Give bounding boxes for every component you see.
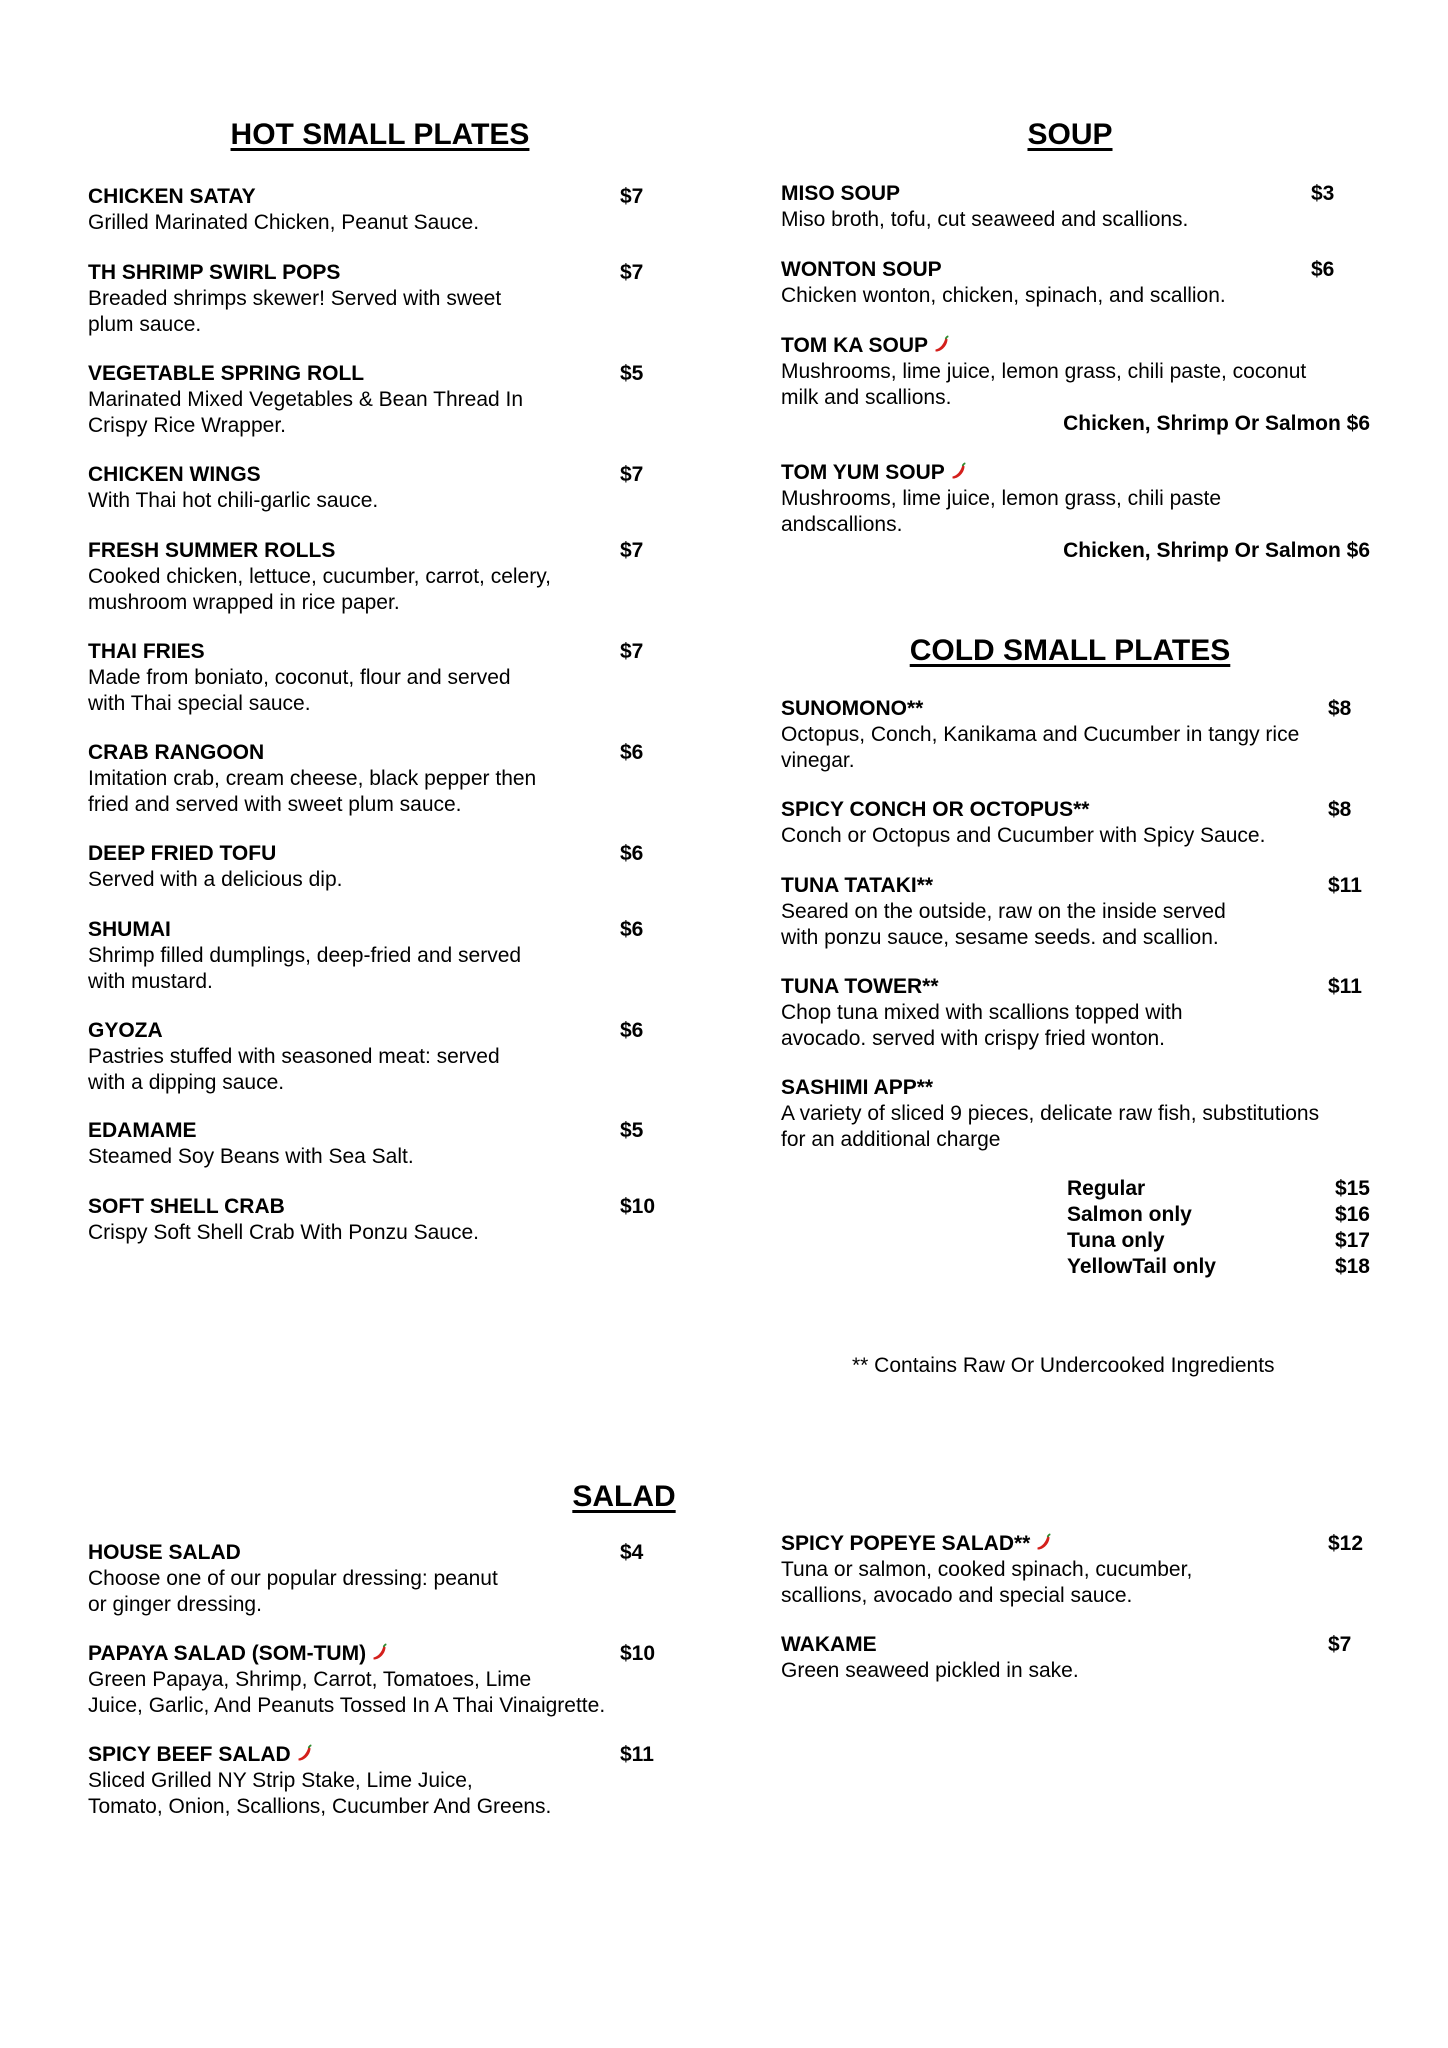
item-price: $5 xyxy=(620,362,644,385)
item-description: Conch or Octopus and Cucumber with Spicy Sauce. xyxy=(781,824,1266,847)
item-description: Green seaweed pickled in sake. xyxy=(781,1659,1079,1682)
menu-item xyxy=(781,696,1381,774)
item-name: TH SHRIMP SWIRL POPS xyxy=(88,261,341,284)
item-price: $11 xyxy=(1328,975,1362,998)
tier-price: $18 xyxy=(1334,1255,1370,1278)
item-name: GYOZA xyxy=(88,1019,163,1042)
item-description: Pastries stuffed with seasoned meat: served xyxy=(88,1045,500,1068)
item-description: andscallions. xyxy=(781,513,903,536)
item-description: vinegar. xyxy=(781,749,855,772)
item-name: SOFT SHELL CRAB xyxy=(88,1195,285,1218)
item-name: CRAB RANGOON xyxy=(88,741,265,764)
item-description: Steamed Soy Beans with Sea Salt. xyxy=(88,1145,414,1168)
item-price: $6 xyxy=(620,1019,644,1042)
item-name: EDAMAME xyxy=(88,1119,197,1142)
item-description: Juice, Garlic, And Peanuts Tossed In A Thai Vinaigrette. xyxy=(88,1694,606,1717)
item-description: Marinated Mixed Vegetables & Bean Thread In xyxy=(88,388,524,411)
item-description: Sliced Grilled NY Strip Stake, Lime Juice, xyxy=(88,1769,473,1792)
item-description: for an additional charge xyxy=(781,1128,1001,1151)
item-description: Miso broth, tofu, cut seaweed and scallions. xyxy=(781,208,1189,231)
protein-choice-price: Chicken, Shrimp Or Salmon $6 xyxy=(1063,412,1370,435)
menu-item xyxy=(88,841,648,893)
item-price: $11 xyxy=(620,1743,654,1766)
tier-price: $16 xyxy=(1334,1203,1370,1226)
item-description: With Thai hot chili-garlic sauce. xyxy=(88,489,379,512)
item-name: SPICY CONCH OR OCTOPUS** xyxy=(781,798,1090,821)
item-name xyxy=(781,333,1381,359)
item-name: THAI FRIES xyxy=(88,640,205,663)
menu-item xyxy=(88,538,648,616)
menu-item xyxy=(781,873,1381,951)
item-description: milk and scallions. xyxy=(781,386,952,409)
item-price: $7 xyxy=(620,185,644,208)
item-description: Octopus, Conch, Kanikama and Cucumber in tangy rice xyxy=(781,723,1300,746)
chili-pepper-icon xyxy=(930,333,952,355)
item-description: Tuna or salmon, cooked spinach, cucumber, xyxy=(781,1558,1193,1581)
item-price: $6 xyxy=(620,741,644,764)
item-name: MISO SOUP xyxy=(781,182,901,205)
chili-pepper-icon xyxy=(947,460,969,482)
menu-item xyxy=(781,333,1381,411)
item-name: SHUMAI xyxy=(88,918,171,941)
tier-price: $15 xyxy=(1334,1177,1370,1200)
item-name: TUNA TOWER** xyxy=(781,975,939,998)
menu-item xyxy=(781,460,1381,538)
cold-small-plates-heading: COLD SMALL PLATES xyxy=(909,634,1231,667)
menu-item xyxy=(88,1641,708,1719)
item-description: mushroom wrapped in rice paper. xyxy=(88,591,400,614)
item-name: DEEP FRIED TOFU xyxy=(88,842,277,865)
price-tier-row xyxy=(1067,1254,1370,1280)
menu-item xyxy=(781,257,1381,309)
menu-item xyxy=(88,1742,708,1820)
item-price: $7 xyxy=(620,640,644,663)
item-description: Cooked chicken, lettuce, cucumber, carrot, celery, xyxy=(88,565,551,588)
menu-item xyxy=(88,740,648,818)
tier-label: Regular xyxy=(1067,1177,1146,1200)
chili-pepper-icon xyxy=(1032,1531,1054,1553)
item-description: with Thai special sauce. xyxy=(88,692,311,715)
tier-label: Tuna only xyxy=(1067,1229,1165,1252)
menu-item xyxy=(88,639,648,717)
tier-label: Salmon only xyxy=(1067,1203,1192,1226)
item-price: $10 xyxy=(620,1195,656,1218)
item-description: Crispy Soft Shell Crab With Ponzu Sauce. xyxy=(88,1221,480,1244)
chili-pepper-icon xyxy=(368,1641,390,1663)
item-description: Mushrooms, lime juice, lemon grass, chili paste xyxy=(781,487,1221,510)
item-price: $7 xyxy=(620,539,644,562)
price-tier-row xyxy=(1067,1202,1370,1228)
item-description: Chicken wonton, chicken, spinach, and scallion. xyxy=(781,284,1226,307)
item-name xyxy=(88,1742,708,1768)
item-name: CHICKEN WINGS xyxy=(88,463,261,486)
item-description: with ponzu sauce, sesame seeds. and scallion. xyxy=(781,926,1219,949)
item-price: $7 xyxy=(1328,1633,1352,1656)
item-description: or ginger dressing. xyxy=(88,1593,262,1616)
item-description: Imitation crab, cream cheese, black pepper then xyxy=(88,767,537,790)
item-name xyxy=(88,1641,708,1667)
raw-ingredients-note: ** Contains Raw Or Undercooked Ingredients xyxy=(852,1354,1275,1377)
menu-item xyxy=(88,260,648,338)
item-name-text: PAPAYA SALAD (SOM-TUM) xyxy=(88,1642,367,1665)
item-description: Tomato, Onion, Scallions, Cucumber And Greens. xyxy=(88,1795,552,1818)
item-name-text: TOM YUM SOUP xyxy=(781,461,945,484)
menu-item xyxy=(88,1540,688,1618)
menu-item xyxy=(781,797,1381,849)
hot-small-plates-heading: HOT SMALL PLATES xyxy=(230,118,530,151)
item-description: Choose one of our popular dressing: peanut xyxy=(88,1567,498,1590)
item-description: Chop tuna mixed with scallions topped with xyxy=(781,1001,1183,1024)
item-name: WAKAME xyxy=(781,1633,877,1656)
menu-item xyxy=(88,1118,648,1170)
item-description: avocado. served with crispy fried wonton. xyxy=(781,1027,1166,1050)
item-description: Made from boniato, coconut, flour and served xyxy=(88,666,511,689)
item-price: $10 xyxy=(620,1642,656,1665)
menu-item xyxy=(781,1075,1401,1153)
menu-item xyxy=(781,1531,1381,1609)
salad-heading: SALAD xyxy=(572,1480,676,1513)
item-description: fried and served with sweet plum sauce. xyxy=(88,793,462,816)
item-name: TUNA TATAKI** xyxy=(781,874,934,897)
item-name: CHICKEN SATAY xyxy=(88,185,256,208)
soup-heading: SOUP xyxy=(1027,118,1113,151)
item-name-text: SPICY BEEF SALAD xyxy=(88,1743,291,1766)
tier-label: YellowTail only xyxy=(1067,1255,1216,1278)
item-price: $12 xyxy=(1328,1532,1364,1555)
item-name-text: SPICY POPEYE SALAD** xyxy=(781,1532,1031,1555)
menu-item xyxy=(88,462,648,514)
menu-item xyxy=(781,1632,1381,1684)
item-price: $8 xyxy=(1328,697,1352,720)
item-description: Green Papaya, Shrimp, Carrot, Tomatoes, Lime xyxy=(88,1668,532,1691)
item-name: SUNOMONO** xyxy=(781,697,924,720)
item-price: $6 xyxy=(620,918,644,941)
item-description: Seared on the outside, raw on the inside served xyxy=(781,900,1226,923)
item-price: $5 xyxy=(620,1119,644,1142)
item-description: Shrimp filled dumplings, deep-fried and served xyxy=(88,944,522,967)
price-tier-row xyxy=(1067,1176,1370,1202)
protein-choice-price: Chicken, Shrimp Or Salmon $6 xyxy=(1063,539,1370,562)
item-name-text: TOM KA SOUP xyxy=(781,334,929,357)
item-price: $7 xyxy=(620,463,644,486)
item-name: VEGETABLE SPRING ROLL xyxy=(88,362,365,385)
item-description: with mustard. xyxy=(88,970,213,993)
item-description: Breaded shrimps skewer! Served with sweet xyxy=(88,287,502,310)
item-name: SASHIMI APP** xyxy=(781,1076,934,1099)
item-name: FRESH SUMMER ROLLS xyxy=(88,539,336,562)
item-description: Served with a delicious dip. xyxy=(88,868,343,891)
item-name xyxy=(781,460,1381,486)
item-price: $6 xyxy=(620,842,644,865)
chili-pepper-icon xyxy=(293,1742,315,1764)
menu-item xyxy=(88,361,648,439)
item-description: Grilled Marinated Chicken, Peanut Sauce. xyxy=(88,211,480,234)
item-name xyxy=(781,1531,1381,1557)
item-price: $3 xyxy=(1311,182,1335,205)
item-description: with a dipping sauce. xyxy=(88,1071,285,1094)
item-description: A variety of sliced 9 pieces, delicate raw fish, substitutions xyxy=(781,1102,1320,1125)
item-name: HOUSE SALAD xyxy=(88,1541,241,1564)
tier-price: $17 xyxy=(1334,1229,1370,1252)
menu-item xyxy=(88,1194,656,1246)
price-tier-row xyxy=(1067,1228,1370,1254)
item-name: WONTON SOUP xyxy=(781,258,942,281)
menu-item xyxy=(781,181,1381,233)
item-price: $8 xyxy=(1328,798,1352,821)
menu-item xyxy=(88,184,648,236)
item-price: $7 xyxy=(620,261,644,284)
menu-item xyxy=(88,1018,648,1096)
menu-item xyxy=(781,974,1381,1052)
item-description: plum sauce. xyxy=(88,313,202,336)
sashimi-price-tiers xyxy=(1067,1176,1370,1280)
item-description: scallions, avocado and special sauce. xyxy=(781,1584,1133,1607)
menu-item xyxy=(88,917,648,995)
item-description: Crispy Rice Wrapper. xyxy=(88,414,287,437)
item-price: $6 xyxy=(1311,258,1335,281)
item-description: Mushrooms, lime juice, lemon grass, chili paste, coconut xyxy=(781,360,1307,383)
item-price: $11 xyxy=(1328,874,1362,897)
item-price: $4 xyxy=(620,1541,644,1564)
